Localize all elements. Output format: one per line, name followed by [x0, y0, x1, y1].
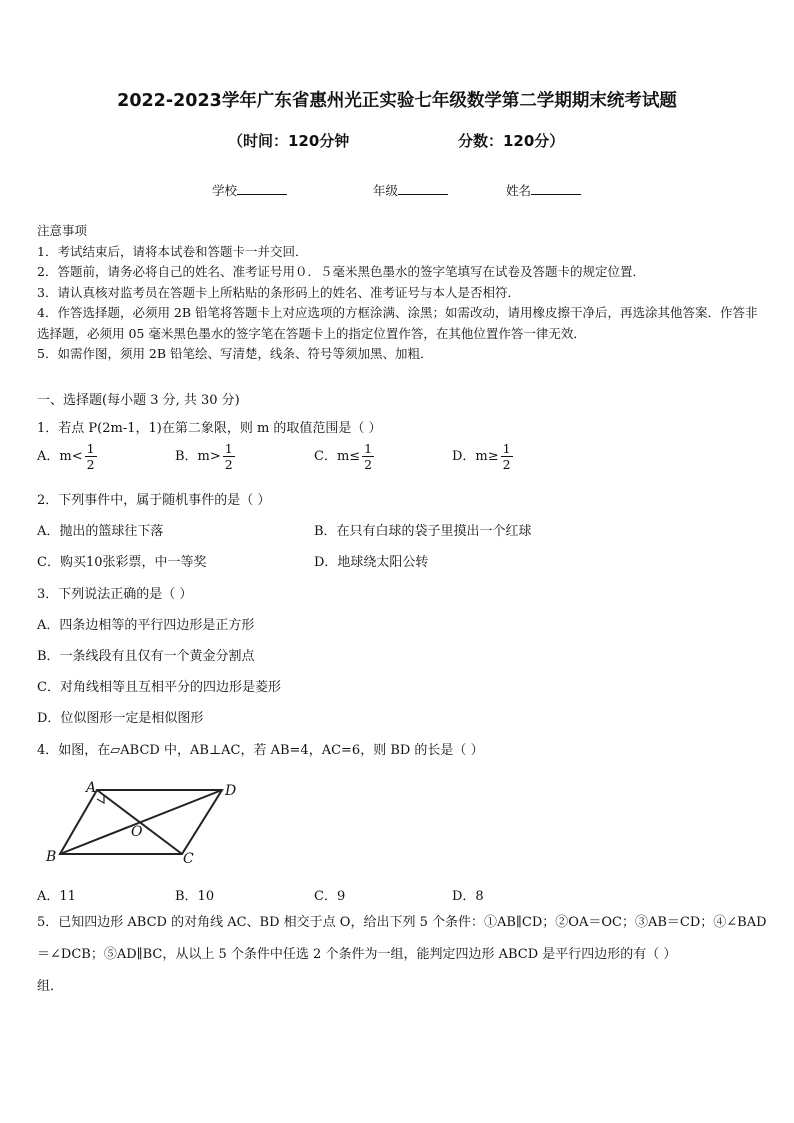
notes-heading: 注意事项: [37, 223, 88, 238]
q2-option-d[interactable]: D．地球绕太阳公转: [314, 555, 429, 570]
name-field[interactable]: [506, 181, 581, 199]
note-item: 4．作答选择题，必须用 2B 铅笔将答题卡上对应选项的方框涂满、涂黑；如需改动，请用橡皮擦干净后，再选涂其他答案．作答非选择题，必须用 05 毫米黑色墨水的签字笔在答题卡上的指定位置作答，在其他位置作答一律无效．: [37, 305, 758, 341]
q4-option-c[interactable]: C．9: [314, 889, 346, 904]
fraction: $\frac{1}{2}$: [502, 441, 511, 472]
label-o: O: [131, 824, 143, 840]
label-c: C: [183, 851, 194, 867]
grade-blank[interactable]: [398, 182, 448, 195]
exam-time: （时间：120分钟: [228, 132, 350, 150]
parallelogram-figure: [40, 778, 240, 868]
q2-stem: 2．下列事件中，属于随机事件的是（ ）: [37, 493, 271, 508]
note-item: 3．请认真核对监考员在答题卡上所粘贴的条形码上的姓名、准考证号与本人是否相符．: [37, 284, 520, 300]
q1-option-b[interactable]: B．m> $\frac{1}{2}$: [175, 441, 233, 472]
name-blank[interactable]: [531, 182, 581, 195]
label-a: A: [86, 780, 97, 796]
school-field[interactable]: [212, 181, 287, 199]
q4-option-a[interactable]: A．11: [37, 889, 76, 904]
q4-option-d[interactable]: D．8: [452, 889, 484, 904]
school-blank[interactable]: [237, 182, 287, 195]
fraction: $\frac{1}{2}$: [364, 441, 373, 472]
note-item: 1．考试结束后，请将本试卷和答题卡一并交回．: [37, 243, 308, 259]
q4-option-b[interactable]: B．10: [175, 889, 215, 904]
grade-field[interactable]: [373, 181, 448, 199]
q5-stem: [37, 907, 767, 1003]
q3-stem: 3．下列说法正确的是（ ）: [37, 587, 193, 602]
q2-option-c[interactable]: C．购买10张彩票，中一等奖: [37, 555, 207, 570]
q3-option-a[interactable]: A．四条边相等的平行四边形是正方形: [37, 618, 255, 633]
q5-line: ＝∠DCB；⑤AD∥BC，从以上 5 个条件中任选 2 个条件为一组，能判定四边形 ABCD 是平行四边形的有（ ）: [37, 947, 677, 962]
q2-option-a[interactable]: A．抛出的篮球往下落: [37, 524, 164, 539]
grade-label: 年级: [373, 183, 399, 198]
q1-option-c[interactable]: C．m≤ $\frac{1}{2}$: [314, 441, 373, 472]
name-label: 姓名: [506, 183, 532, 198]
notes-section: [37, 221, 767, 365]
q3-option-c[interactable]: C．对角线相等且互相平分的四边形是菱形: [37, 680, 281, 695]
q4-stem: 4．如图，在▱ABCD 中，AB⊥AC，若 AB=4，AC=6，则 BD 的长是（ ）: [37, 743, 484, 758]
fraction: $\frac{1}{2}$: [224, 441, 233, 472]
label-d: D: [225, 783, 237, 799]
exam-title: 2022-2023学年广东省惠州光正实验七年级数学第二学期期末统考试题: [117, 91, 677, 111]
q1-stem: 1．若点 P(2m-1，1)在第二象限，则 m 的取值范围是（ ）: [37, 421, 382, 436]
q3-option-b[interactable]: B．一条线段有且仅有一个黄金分割点: [37, 649, 255, 664]
note-item: 5．如需作图，须用 2B 铅笔绘、写清楚，线条、符号等须加黑、加粗．: [37, 346, 433, 361]
note-item: 2．答题前，请务必将自己的姓名、准考证号用０．５毫米黑色墨水的签字笔填写在试卷及答题卡的规定位置．: [37, 264, 645, 279]
section-heading: 一、选择题(每小题 3 分, 共 30 分): [37, 393, 240, 408]
q5-line: 组．: [37, 979, 64, 994]
fraction: $\frac{1}{2}$: [86, 441, 95, 472]
q3-option-d[interactable]: D．位似图形一定是相似图形: [37, 711, 204, 726]
school-label: 学校: [212, 183, 238, 198]
q1-option-a[interactable]: A．m< $\frac{1}{2}$: [37, 441, 95, 472]
diagonal-bd: [60, 790, 222, 854]
q1-option-d[interactable]: D．m≥ $\frac{1}{2}$: [452, 441, 511, 472]
exam-score: 分数：120分）: [458, 132, 565, 150]
q5-line: 5．已知四边形 ABCD 的对角线 AC、BD 相交于点 O，给出下列 5 个条件：①AB∥CD；②OA＝OC；③AB＝CD；④∠BAD: [37, 915, 767, 930]
label-b: B: [46, 849, 57, 865]
q2-option-b[interactable]: B．在只有白球的袋子里摸出一个红球: [314, 524, 532, 539]
right-angle-mark: [97, 795, 104, 803]
